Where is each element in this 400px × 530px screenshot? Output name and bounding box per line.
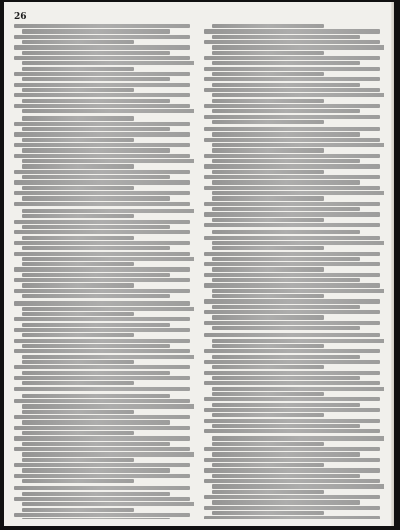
text-line xyxy=(212,83,360,87)
text-line xyxy=(212,143,384,147)
text-line xyxy=(22,246,170,250)
text-line xyxy=(22,452,194,456)
text-line xyxy=(212,45,384,49)
text-line xyxy=(204,506,380,510)
text-line xyxy=(212,257,360,261)
text-line xyxy=(204,175,380,179)
text-line xyxy=(204,56,380,60)
text-line xyxy=(212,51,324,55)
text-line xyxy=(212,500,360,504)
text-line xyxy=(212,355,360,359)
text-line xyxy=(22,420,170,424)
text-line xyxy=(204,40,380,44)
text-line xyxy=(204,468,380,472)
text-line xyxy=(212,339,384,343)
text-line xyxy=(22,458,134,462)
text-line xyxy=(212,218,324,222)
text-line xyxy=(204,67,380,71)
text-line xyxy=(14,376,190,380)
text-line xyxy=(204,212,380,216)
text-line xyxy=(212,99,324,103)
text-line xyxy=(14,486,190,490)
text-line xyxy=(14,220,190,224)
text-line xyxy=(212,463,324,467)
text-line xyxy=(212,511,324,515)
text-line xyxy=(204,408,380,412)
text-line xyxy=(204,333,380,337)
text-line xyxy=(212,132,360,136)
right-column xyxy=(204,24,384,519)
text-line xyxy=(204,154,380,158)
text-line xyxy=(22,77,170,81)
text-line xyxy=(14,447,190,451)
text-line xyxy=(14,24,190,28)
text-line xyxy=(22,175,170,179)
text-line xyxy=(212,403,360,407)
text-line xyxy=(212,180,360,184)
text-line xyxy=(204,29,380,33)
text-line xyxy=(212,294,324,298)
text-line xyxy=(212,35,360,39)
text-line xyxy=(14,72,190,76)
text-line xyxy=(212,61,360,65)
text-line xyxy=(212,376,360,380)
text-line xyxy=(22,273,170,277)
text-line xyxy=(14,339,190,343)
text-line xyxy=(212,413,324,417)
text-line xyxy=(22,294,170,298)
text-line xyxy=(14,267,190,271)
text-line xyxy=(14,191,190,195)
text-line xyxy=(204,397,380,401)
text-line xyxy=(212,289,384,293)
text-line xyxy=(14,328,190,332)
text-line xyxy=(22,371,170,375)
text-line xyxy=(22,116,134,120)
text-line xyxy=(14,170,190,174)
text-line xyxy=(14,45,190,49)
text-line xyxy=(22,209,194,213)
text-line xyxy=(22,214,134,218)
text-line xyxy=(212,442,324,446)
text-line xyxy=(204,447,380,451)
text-line xyxy=(22,257,194,261)
text-line xyxy=(22,29,170,33)
text-line xyxy=(204,262,380,266)
text-line xyxy=(14,349,190,353)
text-line xyxy=(212,24,324,28)
text-line xyxy=(14,180,190,184)
page-number: 26 xyxy=(14,12,27,22)
text-line xyxy=(14,463,190,467)
text-line xyxy=(212,267,324,271)
text-line xyxy=(204,77,380,81)
text-line xyxy=(22,508,134,512)
text-line xyxy=(204,360,380,364)
text-line xyxy=(22,381,134,385)
text-line xyxy=(14,252,190,256)
text-line xyxy=(22,283,134,287)
text-line xyxy=(204,381,380,385)
text-line xyxy=(14,35,190,39)
text-line xyxy=(22,88,134,92)
text-line xyxy=(22,196,170,200)
text-line xyxy=(14,415,190,419)
text-line xyxy=(212,230,360,234)
text-line xyxy=(22,127,170,131)
text-line xyxy=(204,223,380,227)
text-line xyxy=(14,513,190,517)
text-line xyxy=(22,333,134,337)
text-line xyxy=(14,154,190,158)
text-line xyxy=(22,262,134,266)
text-line xyxy=(22,360,134,364)
text-line xyxy=(14,301,190,305)
text-line xyxy=(14,497,190,501)
text-line xyxy=(204,299,380,303)
text-line xyxy=(14,426,190,430)
text-line xyxy=(204,104,380,108)
text-line xyxy=(14,93,190,97)
text-line xyxy=(22,236,134,240)
text-line xyxy=(22,148,170,152)
text-line xyxy=(22,40,134,44)
text-line xyxy=(212,424,360,428)
text-line xyxy=(22,404,194,408)
text-line xyxy=(22,355,194,359)
text-line xyxy=(212,392,324,396)
text-line xyxy=(14,278,190,282)
text-line xyxy=(22,442,170,446)
text-line xyxy=(14,289,190,293)
text-line xyxy=(22,138,134,142)
text-line xyxy=(212,436,384,440)
text-line xyxy=(212,148,324,152)
text-line xyxy=(212,326,360,330)
text-line xyxy=(22,51,170,55)
text-line xyxy=(212,365,324,369)
text-line xyxy=(14,56,190,60)
text-line xyxy=(14,387,190,391)
text-line xyxy=(22,394,170,398)
text-line xyxy=(204,273,380,277)
text-line xyxy=(212,305,360,309)
text-line xyxy=(22,99,170,103)
text-line xyxy=(204,321,380,325)
text-line xyxy=(204,138,380,142)
text-line xyxy=(22,323,170,327)
text-line xyxy=(14,241,190,245)
text-line xyxy=(14,474,190,478)
text-line xyxy=(22,518,170,519)
text-line xyxy=(22,159,194,163)
text-line xyxy=(22,164,134,168)
text-line xyxy=(212,241,384,245)
text-line xyxy=(204,419,380,423)
text-line xyxy=(22,344,170,348)
text-line xyxy=(204,186,380,190)
text-line xyxy=(204,479,380,483)
text-line xyxy=(212,452,360,456)
text-line xyxy=(212,344,324,348)
text-line xyxy=(14,122,190,126)
text-line xyxy=(14,436,190,440)
text-line xyxy=(212,246,324,250)
text-line xyxy=(212,207,360,211)
text-line xyxy=(212,196,324,200)
text-line xyxy=(14,202,190,206)
text-line xyxy=(204,516,380,519)
document-page xyxy=(4,2,394,526)
text-line xyxy=(22,61,194,65)
text-line xyxy=(212,278,360,282)
text-line xyxy=(22,492,170,496)
text-line xyxy=(14,83,190,87)
text-line xyxy=(204,283,380,287)
text-line xyxy=(14,317,190,321)
text-line xyxy=(22,67,134,71)
text-line xyxy=(204,127,380,131)
text-line xyxy=(212,93,384,97)
text-line xyxy=(14,104,190,108)
text-line xyxy=(22,502,194,506)
text-line xyxy=(204,202,380,206)
text-line xyxy=(22,312,134,316)
text-line xyxy=(212,387,384,391)
text-line xyxy=(204,252,380,256)
text-line xyxy=(14,132,190,136)
text-line xyxy=(204,88,380,92)
text-line xyxy=(212,474,360,478)
text-line xyxy=(22,225,170,229)
text-line xyxy=(22,479,134,483)
text-line xyxy=(212,191,384,195)
text-line xyxy=(204,495,380,499)
text-line xyxy=(212,159,360,163)
text-line xyxy=(204,371,380,375)
text-line xyxy=(14,143,190,147)
page-edge-shadow xyxy=(391,2,394,526)
text-line xyxy=(212,72,324,76)
text-line xyxy=(212,490,324,494)
text-line xyxy=(204,115,380,119)
text-line xyxy=(22,186,134,190)
left-column xyxy=(14,24,194,519)
text-line xyxy=(204,429,380,433)
text-line xyxy=(22,410,134,414)
text-line xyxy=(204,236,380,240)
text-line xyxy=(212,484,384,488)
text-line xyxy=(22,468,170,472)
text-line xyxy=(212,170,324,174)
text-line xyxy=(204,458,380,462)
text-line xyxy=(204,349,380,353)
text-line xyxy=(14,365,190,369)
text-line xyxy=(204,310,380,314)
text-line xyxy=(22,307,194,311)
text-line xyxy=(212,109,360,113)
text-line xyxy=(22,431,134,435)
text-line xyxy=(212,315,324,319)
text-line xyxy=(212,120,324,124)
text-line xyxy=(204,164,380,168)
text-line xyxy=(14,230,190,234)
text-line xyxy=(22,109,194,113)
text-line xyxy=(14,399,190,403)
